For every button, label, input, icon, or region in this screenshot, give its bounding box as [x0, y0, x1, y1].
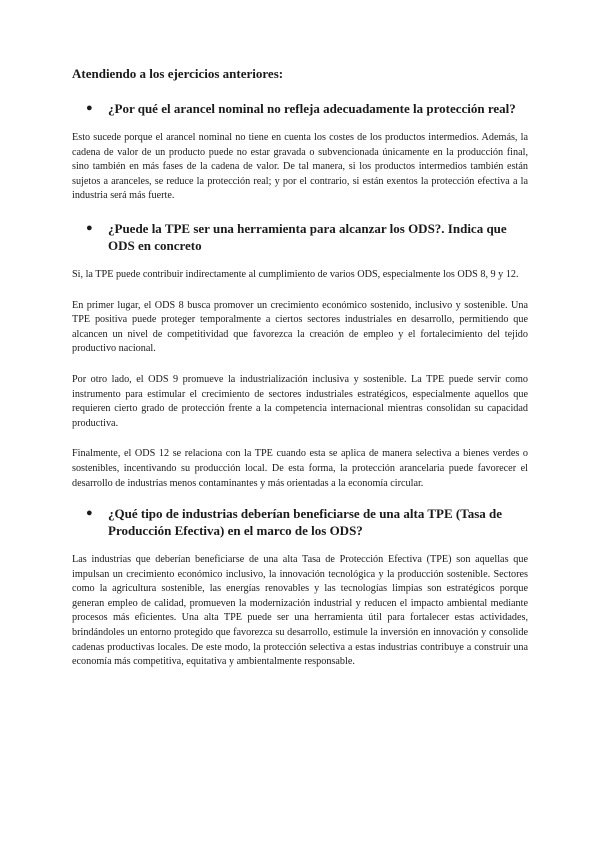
section-2-paragraph-2: En primer lugar, el ODS 8 busca promover un crecimiento económico sostenido, inclusivo y sostenible. Una TPE positiva puede proteger temporalmente a ciertos sectores industriales en desarrollo, permitiendo que alcancen un nivel de competitividad que favorezca la creación de empleo y el fortalecimiento del tejido productivo nacional. — [72, 299, 528, 355]
document-heading: Atendiendo a los ejercicios anteriores: — [72, 66, 284, 81]
question-2-text: ¿Puede la TPE ser una herramienta para alcanzar los ODS?. Indica que ODS en concreto — [108, 220, 507, 253]
bullet-icon: ● — [86, 102, 93, 114]
section-2-paragraph-4: Finalmente, el ODS 12 se relaciona con la TPE cuando esta se aplica de manera selectiva a bienes verdes o sostenibles, incentivando su producción local. De esta forma, la protección arancelaria puede favorecer el desarrollo de industrias menos contaminantes y más orientadas a la economía circular. — [72, 448, 528, 489]
section-3-paragraph-1: Las industrias que deberían beneficiarse de una alta Tasa de Protección Efectiva (TPE) son aquellas que impulsan un crecimiento económico inclusivo, la innovación tecnológica y la producción sostenible. Sectores como la agricultura sostenible, las energías renovables y las tecnologías limpias son estratégicos porque generan empleo de calidad, promueven la modernización industrial y reducen el impacto ambiental mediante procesos más eficientes. Una alta TPE puede ser una herramienta útil para fortalecer estas actividades, brindándoles un entorno protegido que favorezca su desarrollo, estimule la inversión en innovación y consolide cadenas productivas locales. De este modo, la protección selectiva a estas industrias contribuye a construir una economía más competitiva, equitativa y ambientalmente responsable. — [72, 554, 528, 668]
question-1 — [72, 100, 528, 117]
bullet-icon: ● — [86, 221, 93, 234]
section-2-paragraph-3: Por otro lado, el ODS 9 promueve la industrialización inclusiva y sostenible. La TPE puede servir como instrumento para estimular el crecimiento de sectores industriales estratégicos, especialmente aquellos que requieren cierto grado de protección frente a la competencia internacional mientras consolidan su capacidad productiva. — [72, 373, 528, 429]
bullet-icon: ● — [86, 507, 93, 520]
question-3 — [72, 505, 528, 539]
section-2-paragraph-1: Si, la TPE puede contribuir indirectamente al cumplimiento de varios ODS, especialmente los ODS 8, 9 y 12. — [72, 268, 519, 280]
section-1-paragraph-1: Esto sucede porque el arancel nominal no tiene en cuenta los costes de los productos intermedios. Además, la cadena de valor de un producto puede no estar gravada o subvencionada únicamente en la producción final, sino también en más fases de la cadena de valor. De tal manera, si los productos intermedios también están sujetos a aranceles, se reduce la protección real; y por el contrario, si están exentos la protección efectiva a la industria será más fuerte. — [72, 132, 528, 202]
question-3-text: ¿Qué tipo de industrias deberían beneficiarse de una alta TPE (Tasa de Producción Efectiva) en el marco de los ODS? — [108, 506, 503, 539]
question-1-text: ¿Por qué el arancel nominal no refleja adecuadamente la protección real? — [108, 101, 516, 116]
document-page — [72, 66, 528, 686]
question-2 — [72, 220, 528, 254]
